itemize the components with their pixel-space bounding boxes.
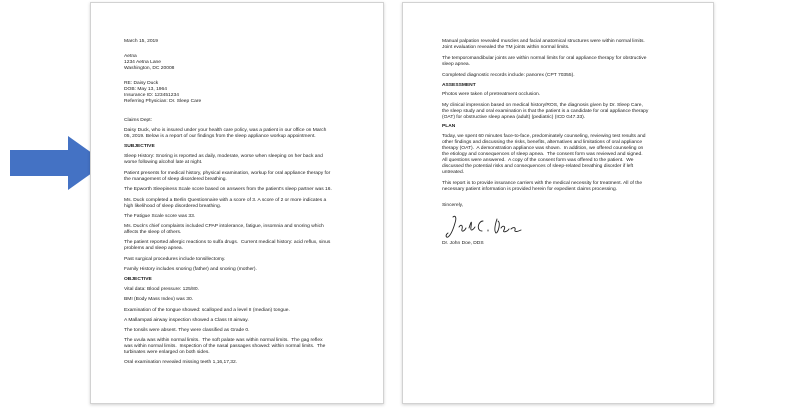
clinical-impression: My clinical impression based on medical history/ROS, the diagnosis given by Dr. Sleep Care,	[442, 103, 643, 108]
allergy: problems and sleep apnea.	[124, 246, 184, 251]
address-line: Aetna	[124, 54, 137, 59]
objective-heading: OBJECTIVE	[124, 277, 152, 282]
diagnostic-records: Completed diagnostic records include: panorex (CPT 70355).	[442, 73, 575, 78]
presents: Patient presents for medical history, physical examination, workup for oral appliance therapy for	[124, 171, 331, 176]
complaints: Ms. Duck's chief complaints included CPAP intolerance, fatigue, insomnia and snoring which	[124, 224, 324, 229]
family-history: Family History includes snoring (father) and snoring (mother).	[124, 267, 257, 272]
plan-text: All questions were answered. A copy of the consent form was offered to the patient. We	[442, 158, 634, 163]
re-line: RE: Daisy Duck	[124, 81, 159, 86]
berlin: high likelihood of sleep disordered breathing.	[124, 204, 222, 209]
sleep-history: Sleep History: Snoring is reported as daily, moderate, worse when sleeping on her back and	[124, 154, 323, 159]
plan-text: therapy (OAT). A demonstration appliance was shown. In addition, we offered counseling on	[442, 146, 644, 151]
bmi: BMI (Body Mass Index) was 30.	[124, 297, 194, 302]
complaints: affects the sleep of others.	[124, 230, 182, 235]
salutation: Claims Dept:	[124, 118, 152, 123]
plan-text: other findings and discussing the risks, benefits, alternatives and limitations of oral appliance	[442, 140, 643, 145]
berlin: Ms. Duck completed a Berlin Questionnaire with a score of 3. A score of 2 or more indicates a	[124, 198, 327, 203]
letter-page-2	[402, 2, 714, 404]
manual-palpation: Manual palpation revealed muscles and facial anatomical structures were within normal limits.	[442, 39, 645, 44]
uvula-exam: The uvula was within normal limits. The soft palate was within normal limits. The gag reflex	[124, 338, 323, 343]
plan-text: discussed the potential risks and consequences of sleep-related breathing disorder if left	[442, 164, 634, 169]
oral-exam: Oral examination revealed missing teeth 1,16,17,32.	[124, 360, 238, 365]
plan-text: Today, we spent 60 minutes face-to-face, predominately counseling, reviewing test results and	[442, 134, 646, 139]
allergy: The patient reported allergic reactions to sulfa drugs. Current medical history: acid reflux, sinus	[124, 240, 331, 245]
necessity-statement: This report is to provide insurance carriers with the medical necessity for treatment. All of the	[442, 181, 643, 186]
intro-line: 05, 2019. Below is a report of our findings from the sleep appliance workup appointment.	[124, 134, 316, 139]
intro-line: Daisy Duck, who is insured under your health care policy, was a patient in our office on March	[124, 128, 327, 133]
epworth-score: The Epworth Sleepiness Scale score based on answers from the patient's sleep partner was 16.	[124, 187, 332, 192]
uvula-exam: turbinates were enlarged on both sides.	[124, 350, 210, 355]
mallampati: A Mallampati airway inspection showed a Class III airway.	[124, 318, 249, 323]
re-line: Insurance ID: 123451234	[124, 93, 179, 98]
re-line: Referring Physician: Dr. Sleep Care	[124, 99, 202, 104]
uvula-exam: was within normal limits. Inspection of the nasal passages showed: within normal limits. The	[124, 344, 326, 349]
surgical-history: Past surgical procedures include tonsillectomy.	[124, 257, 226, 262]
clinical-impression: the sleep study and oral examination is that the patient is a candidate for oral appliance therapy	[442, 109, 649, 114]
letter-page-1	[90, 2, 384, 404]
photos-note: Photos were taken of pretreatment occlusion.	[442, 92, 541, 97]
signer-name: Dr. John Doe, DDS	[442, 241, 484, 246]
signature-image	[445, 213, 525, 239]
address-line: Washington, DC 20008	[124, 66, 175, 71]
vitals: Vital data: Blood pressure: 125/80.	[124, 287, 199, 292]
tmj-eval: sleep apnea.	[442, 62, 471, 67]
tonsils: The tonsils were absent. They were classified as Grade 0.	[124, 328, 250, 333]
sleep-history: worse following alcohol late at night.	[124, 160, 203, 165]
presents: the management of sleep disordered breathing.	[124, 177, 227, 182]
plan-text: untreated.	[442, 170, 465, 175]
fatigue-score: The Fatigue Scale score was 33.	[124, 214, 196, 219]
plan-text: the etiology and consequences of sleep apnea. The consent form was reviewed and signed.	[442, 152, 643, 157]
re-line: DOB: May 13, 1964	[124, 87, 167, 92]
closing: Sincerely,	[442, 203, 464, 208]
manual-palpation: Joint evaluation revealed the TM joints within normal limits.	[442, 45, 570, 50]
necessity-statement: necessary patient information is provided herein for expedient claims processing.	[442, 187, 618, 192]
tmj-eval: The temporomandibular joints are within normal limits for oral appliance therapy for obstructive	[442, 56, 647, 61]
clinical-impression: (OAT) for obstructive sleep apnea (adult) (pediatric) (ICD G47.33).	[442, 115, 586, 120]
address-line: 1234 Aetna Lane	[124, 60, 161, 65]
plan-heading: PLAN	[442, 124, 456, 129]
tongue-exam: Examination of the tongue showed: scalloped and a level II (median) tongue.	[124, 308, 290, 313]
subjective-heading: SUBJECTIVE	[124, 144, 155, 149]
date: March 15, 2019	[124, 39, 158, 44]
assessment-heading: ASSESSMENT	[442, 83, 476, 88]
